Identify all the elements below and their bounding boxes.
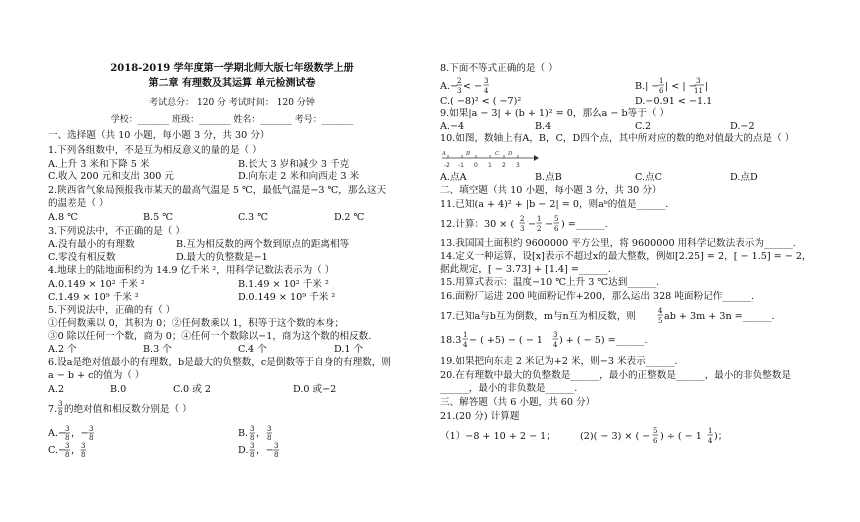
svg-text:3: 3 — [250, 425, 255, 433]
q3-option-a: A.没有最小的有理数 — [48, 239, 135, 250]
q2-stem: 2.陕西省气象局预报我市某天的最高气温是 5 ℃，最低气温是−3 ℃，那么这天 — [48, 185, 387, 196]
svg-text:4: 4 — [708, 437, 713, 445]
svg-text:，−: ，− — [71, 428, 89, 439]
q9-option-d: D.−2 — [730, 121, 755, 132]
svg-text:ab + 3m + 3n =______.: ab + 3m + 3n =______. — [664, 311, 775, 322]
q2-option-b: B.5 ℃ — [143, 212, 173, 223]
svg-text:11: 11 — [694, 87, 703, 95]
q7-option-b: B. — [238, 428, 249, 439]
svg-text:3: 3 — [484, 77, 489, 85]
q17 — [440, 305, 820, 327]
svg-text:8: 8 — [65, 434, 70, 442]
q3-option-c: C.零没有相反数 — [48, 252, 116, 263]
svg-text:) ÷ ( − 1: ) ÷ ( − 1 — [660, 431, 702, 442]
q6-option-b: B.0 — [110, 384, 127, 395]
svg-text:，: ， — [256, 428, 266, 439]
svg-text:8: 8 — [267, 434, 272, 442]
svg-text:4: 4 — [553, 341, 558, 349]
svg-text:) =______.: ) =______. — [561, 219, 608, 230]
q2-option-d: D.2 ℃ — [334, 212, 365, 223]
svg-text:3: 3 — [65, 442, 70, 450]
q11: 11.已知(a + 4)² + |b − 2| = 0，则aᵇ的值是______. — [440, 199, 669, 210]
student-info: 学校：_______ 班级：_______ 姓名：_______ 考号：_______ — [110, 115, 354, 125]
q5-statement-1: ①任何数乘以 0，其积为 0；②任何数乘以 1，积等于这个数的本身； — [48, 318, 345, 329]
q8-option-a: A.− — [440, 81, 459, 92]
q7-option-a: A.− — [48, 428, 67, 439]
section-heading-choice: 一、选择题（共 10 小题，每小题 3 分，共 30 分） — [48, 130, 270, 141]
svg-text:4: 4 — [463, 341, 468, 349]
q9-option-a: A.−4 — [440, 121, 465, 132]
svg-text:6: 6 — [653, 437, 658, 445]
svg-text:5: 5 — [554, 215, 559, 223]
q21-part-1: （1）−8 + 10 + 2 − 1； — [440, 431, 556, 442]
q6-option-a: A.2 — [48, 384, 65, 395]
q15: 15.用算式表示：温度−10 ℃上升 3 ℃达到______. — [440, 277, 660, 288]
svg-text:< −: < − — [463, 81, 483, 92]
q4-option-b: B.1.49 × 10² 千米 ² — [238, 279, 329, 290]
q10-option-a: A.点A — [440, 172, 467, 183]
q21-title: 21.(20 分) 计算题 — [440, 411, 520, 422]
svg-text:−: − — [528, 219, 537, 230]
point-label: A — [442, 151, 446, 157]
exam-subtitle: 第二章 有理数及其运算 单元检测试卷 — [148, 78, 316, 89]
q1-option-d: D.向东走 2 米和向西走 3 米 — [238, 171, 360, 182]
q4-option-d: D.0.149 × 10⁹ 千米 ² — [238, 292, 336, 303]
svg-text:3: 3 — [65, 425, 70, 433]
exam-meta: 考试总分： 120 分 考试时间： 120 分钟 — [149, 98, 315, 108]
svg-text:8: 8 — [65, 451, 70, 459]
svg-text:8: 8 — [89, 434, 94, 442]
point-label: D — [508, 151, 513, 157]
svg-text:3: 3 — [457, 87, 462, 95]
svg-text:3: 3 — [553, 331, 558, 339]
svg-text:18.3: 18.3 — [440, 335, 462, 346]
svg-text:8: 8 — [250, 434, 255, 442]
q7-option-c: C.− — [48, 445, 67, 456]
svg-text:2: 2 — [520, 215, 525, 223]
q5-option-d: D.1 个 — [334, 344, 364, 355]
q2-option-c: C.3 ℃ — [238, 212, 268, 223]
point-label: B — [466, 151, 471, 157]
tick-label: -2 — [444, 162, 450, 169]
q14-line1: 14.定义一种运算，设[x]表示不超过x的最大整数，例如[2.25] = 2，[ − 1.5] = − 2， — [440, 251, 812, 262]
tick-label: -1 — [458, 162, 464, 169]
q20-line1: 20.在有理数中最大的负整数是______，最小的正整数是______，最小的非负整数是 — [440, 370, 792, 381]
q21-parts — [440, 424, 820, 448]
q1-stem: 1.下列各组数中，不是互为相反意义的量的是（ ） — [48, 145, 262, 156]
q5-option-c: C.4 个 — [238, 344, 267, 355]
svg-text:3: 3 — [250, 442, 255, 450]
svg-text:1: 1 — [463, 331, 468, 339]
svg-text:1: 1 — [537, 215, 542, 223]
q8-option-c: C.( −8)² < ( −7)² — [440, 96, 522, 107]
q6-option-c: C.0 或 2 — [173, 384, 211, 395]
q10-stem: 10.如图，数轴上有A，B，C，D四个点，其中所对应的数的绝对值最大的点是（ ） — [440, 133, 795, 144]
q7-frac-num: 3 — [58, 400, 63, 408]
svg-text:3: 3 — [81, 442, 86, 450]
q1-option-a: A.上升 3 米和下降 5 米 — [48, 159, 150, 170]
svg-text:3: 3 — [696, 77, 701, 85]
q5-option-a: A.2 个 — [48, 344, 77, 355]
svg-text:) + ( − 5) =______.: ) + ( − 5) =______. — [559, 335, 648, 346]
svg-text:8: 8 — [81, 451, 86, 459]
svg-text:3: 3 — [267, 425, 272, 433]
q8-option-d: D.−0.91 < −1.1 — [635, 96, 713, 107]
q19: 19.如果把向东走 2 米记为+2 米，则−3 米表示______. — [440, 356, 678, 367]
svg-text:17.已知a与b互为倒数，m与n互为相反数，则: 17.已知a与b互为倒数，m与n互为相反数，则 — [440, 311, 636, 322]
svg-text:1: 1 — [659, 77, 664, 85]
svg-text:12.计算：30 × (: 12.计算：30 × ( — [440, 219, 515, 230]
tick-label: 2 — [502, 162, 506, 169]
svg-text:4: 4 — [484, 87, 489, 95]
arrow-icon — [534, 155, 539, 161]
q9-option-c: C.2 — [635, 121, 652, 132]
q14-line2: 据此规定，[ − 3.73] + [1.4] =______. — [440, 264, 611, 275]
svg-text:2: 2 — [537, 225, 542, 233]
svg-text:)；: )； — [714, 431, 728, 442]
q3-option-b: B.互为相反数的两个数到原点的距离相等 — [176, 239, 350, 250]
q7-option-d: D. — [238, 445, 249, 456]
tick-label: 1 — [488, 162, 492, 169]
svg-text:8: 8 — [250, 451, 255, 459]
svg-text:，: ， — [71, 445, 81, 456]
q7-block — [48, 398, 416, 470]
q8-options-ab — [440, 74, 820, 98]
q16: 16.面粉厂运进 200 吨面粉记作+200，那么运出 328 吨面粉记作______. — [440, 291, 755, 302]
svg-text:2: 2 — [457, 77, 462, 85]
section-heading-answer: 三、解答题（共 6 小题，共 60 分） — [440, 397, 596, 408]
point-label: C — [495, 151, 500, 157]
q1-option-b: B.长大 3 岁和减少 3 千克 — [238, 159, 350, 170]
q7-stem-text: 的绝对值和相反数分别是（ ） — [64, 404, 192, 415]
q18 — [440, 329, 820, 351]
q10-option-b: B.点B — [535, 172, 562, 183]
svg-text:−: − — [545, 219, 554, 230]
q8-stem: 8.下面不等式正确的是（ ） — [440, 63, 558, 74]
q6-stem: 6.设a是绝对值最小的有理数，b是最大的负整数，c是倒数等于自身的有理数，则 — [48, 357, 391, 368]
q5-statement-2: ③0 除以任何一个数，商为 0；④任何一个数除以−1，商为这个数的相反数. — [48, 331, 372, 342]
q7-stem-prefix: 7. — [48, 404, 58, 415]
svg-text:3: 3 — [274, 442, 279, 450]
q10-option-d: D.点D — [730, 172, 758, 183]
svg-text:| < | −: | < | − — [665, 81, 697, 92]
q4-stem: 4.地球上的陆地面积约为 14.9 亿千米 ²，用科学记数法表示为（ ） — [48, 265, 335, 276]
q13: 13.我国国土面积约 9600000 平方公里，将 9600000 用科学记数法表示为______. — [440, 238, 796, 249]
q6-option-d: D.0 或−2 — [293, 384, 337, 395]
q21-part-2: (2)( − 3) × ( − — [580, 431, 651, 442]
q2-stem-cont: 的温差是（ ） — [48, 198, 109, 209]
q3-option-d: D.最大的负整数是−1 — [176, 252, 268, 263]
q5-option-b: B.3 个 — [143, 344, 172, 355]
svg-text:− ( +5) − ( − 1: − ( +5) − ( − 1 — [469, 335, 543, 346]
q7-frac-den: 8 — [58, 409, 63, 417]
q4-option-a: A.0.149 × 10² 千米 ² — [48, 279, 145, 290]
q6-stem-cont: a − b + c的值为（ ） — [48, 370, 145, 381]
q8-option-b: B.| − — [635, 81, 660, 92]
q5-stem: 5.下列说法中，正确的有（ ） — [48, 305, 176, 316]
svg-text:5: 5 — [653, 427, 658, 435]
svg-text:5: 5 — [658, 317, 663, 325]
q9-option-b: B.4 — [535, 121, 552, 132]
svg-text:3: 3 — [89, 425, 94, 433]
tick-label: 3 — [516, 162, 520, 169]
exam-title: 2018-2019 学年度第一学期北师大版七年级数学上册 — [110, 63, 354, 74]
q12 — [440, 213, 820, 235]
q1-option-c: C.收入 200 元和支出 300 元 — [48, 171, 175, 182]
svg-text:6: 6 — [659, 87, 664, 95]
svg-text:6: 6 — [554, 225, 559, 233]
number-line — [440, 150, 540, 172]
q3-stem: 3.下列说法中，不正确的是（ ） — [48, 226, 185, 237]
svg-text:|: | — [705, 81, 709, 92]
tick-label: 0 — [474, 162, 478, 169]
svg-text:1: 1 — [708, 427, 713, 435]
q4-option-c: C.1.49 × 10⁹ 千米 ² — [48, 292, 139, 303]
q2-option-a: A.8 ℃ — [48, 212, 78, 223]
svg-text:，−: ，− — [256, 445, 274, 456]
q9-stem: 9.如果|a − 3| + (b + 1)² = 0，那么a − b等于（ ） — [440, 108, 670, 119]
q20-line2: ______，最小的非负数是______. — [440, 383, 578, 394]
svg-text:3: 3 — [520, 225, 525, 233]
svg-text:4: 4 — [658, 307, 663, 315]
q10-option-c: C.点C — [635, 172, 662, 183]
section-heading-fill: 二、填空题（共 10 小题，每小题 3 分，共 30 分） — [440, 185, 662, 196]
svg-text:8: 8 — [274, 451, 279, 459]
